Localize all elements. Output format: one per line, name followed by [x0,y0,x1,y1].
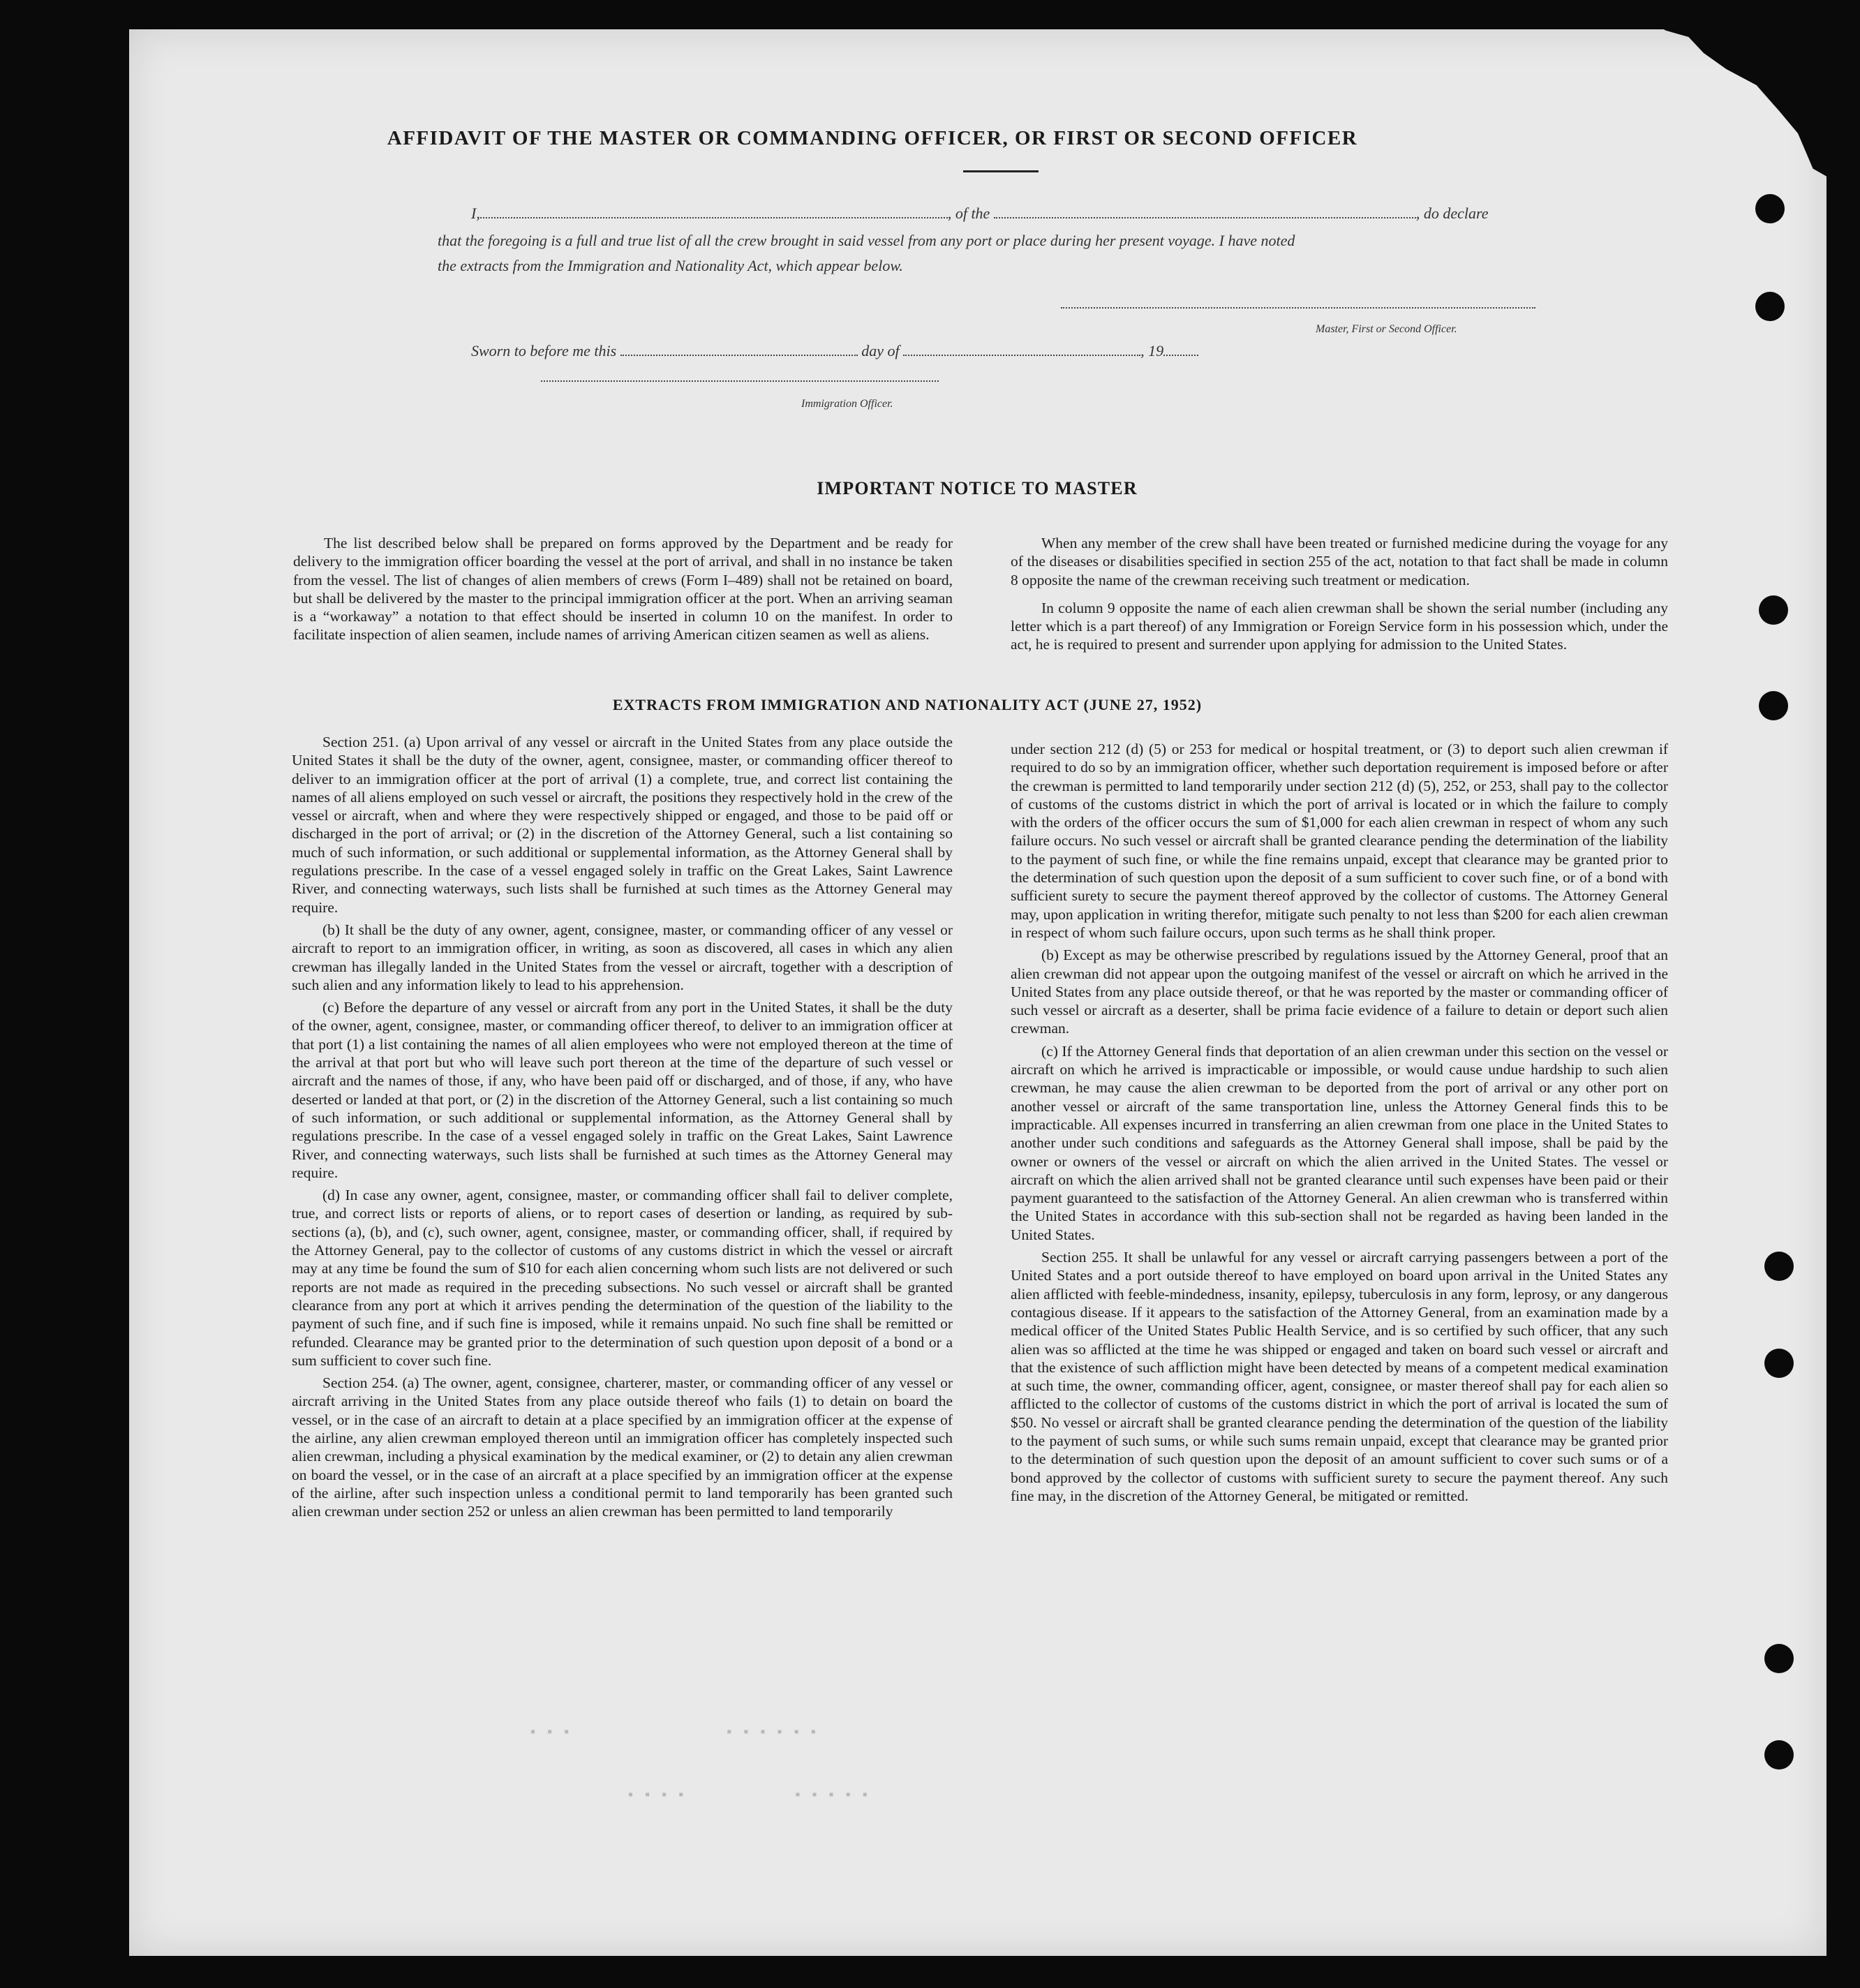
notice-right-column [1011,534,1668,658]
day-of-label: day of [861,342,900,359]
affidavit-line1 [471,205,1532,223]
declarant-name-field[interactable] [480,217,948,218]
extracts-right-column [1011,740,1668,1509]
punch-hole [1764,1644,1794,1673]
notice-heading: IMPORTANT NOTICE TO MASTER [817,478,1138,498]
bleed-through-marks: ▪ ▪ ▪ ▪ ▪ ▪ ▪ ▪ ▪ [530,1724,820,1740]
year-label: , 19 [1140,342,1164,359]
vessel-name-field[interactable] [994,217,1416,218]
declarant-prefix: I, [471,205,480,222]
master-caption: Master, First or Second Officer. [1316,323,1457,335]
sworn-year-field[interactable] [1163,355,1198,356]
punch-hole [1759,691,1788,720]
notice-right-paragraph-1: When any member of the crew shall have been treated or furnished medicine during the voyage for any of the diseases or disabilities specified in section 255 of the act, notation to that fact shall be made in column 8 opposite the name of the crewman receiving such treatment or medication. [1011,535,1668,588]
section-251-d: (d) In case any owner, agent, consignee, master, or commanding officer shall fail to deliver complete, true, and correct lists or reports of aliens, or to report cases of desertion or landing, as required by sub-sections (a), (b), and (c), such owner, agent, consignee, master, or commanding officer, shall, if required by the Attorney General, pay to the collector of customs of any customs district in which the vessel or aircraft may at any time be found the sum of $10 for each alien concerning whom such lists are not delivered or such reports are not made as required in the preceding subsections. No such vessel or aircraft shall be granted clearance from any port at which it arrives pending the determination of the question of the liability to the payment of such fine, and if such fine is imposed, while it remains unpaid. No such fine shall be remitted or refunded. Clearance may be granted prior to the determination of such question upon deposit of a bond or a sum sufficient to cover such fine. [292,1187,953,1369]
section-251-c: (c) Before the departure of any vessel or aircraft from any port in the United States, it shall be the duty of the owner, agent, consignee, master, or commanding officer thereof, to deliver to an immigration officer at that port (1) a list containing the names of all alien employees who were not employed thereon at the time of the arrival at that port but who will leave such port thereon at the time of the departure of such vessel or aircraft and the names of those, if any, who have been paid off or discharged, and of those, if any, who have deserted or landed at that port, or (2) in the discretion of the Attorney General, such a list containing so much of such information, or such additional or supplemental information, as the Attorney General shall by regulations prescribe. In the case of a vessel engaged solely in traffic on the Great Lakes, Saint Lawrence River, and connecting waterways, such lists shall be furnished at such times as the Attorney General may require. [292,999,953,1181]
master-signature-field[interactable] [1061,307,1535,309]
punch-hole [1764,1349,1794,1378]
section-254-b: (b) Except as may be otherwise prescribed by regulations issued by the Attorney General, proof that an alien crewman did not appear upon the outgoing manifest of the vessel or aircraft on which he arrived in the United States from any place outside thereof, or that he was reported by the master or commanding officer of such vessel or aircraft as a deserter, shall be prima facie evidence of a failure to detain or deport such alien crewman. [1011,947,1668,1037]
section-255: Section 255. It shall be unlawful for any vessel or aircraft carrying passengers between a port of the United States and a port outside thereof to have employed on board upon arrival in the United States any alien afflicted with feeble-mindedness, insanity, epilepsy, tuberculosis in any form, leprosy, or any dangerous contagious disease. If it appears to the satisfaction of the Attorney General, from an examination made by a medical officer of the United States Public Health Service, and is so certified by such officer, that any such alien was so afflicted at the time he was shipped or engaged and taken on board such vessel or aircraft and that the existence of such affliction might have been detected by means of a competent medical examination at such time, the owner, commanding officer, agent, consignee, or master thereof shall pay for each alien so afflicted to the collector of customs of the customs district in which the port of arrival is located the sum of $50. No vessel or aircraft shall be granted clearance pending the determination of the question of the liability to the payment of such sums, or while such sums remain unpaid, except that clearance may be granted prior to the determination of such question upon the deposit of an amount sufficient to cover such sums or of a bond approved by the collector of customs with sufficient surety to secure the payment thereof. Any such fine may, in the discretion of the Attorney General, be mitigated or remitted. [1011,1249,1668,1504]
section-251-a: Section 251. (a) Upon arrival of any vessel or aircraft in the United States from any place outside the United States it shall be the duty of the owner, agent, consignee, master, or commanding officer thereof to deliver to an immigration officer at the port of arrival (1) a complete, true, and correct list containing the names of all aliens employed on such vessel or aircraft, the positions they respectively hold in the crew of the vessel or aircraft, when and where they were respectively shipped or engaged, and those to be paid off or discharged in the port of arrival; or (2) in the discretion of the Attorney General, such a list containing so much of such information, or such additional or supplemental information, as the Attorney General shall by regulations prescribe. In the case of a vessel engaged solely in traffic on the Great Lakes, Saint Lawrence River, and connecting waterways, such lists shall be furnished at such times as the Attorney General may require. [292,734,953,916]
declare-suffix: , do declare [1415,205,1489,222]
punch-hole [1764,1740,1794,1770]
affidavit-title: AFFIDAVIT OF THE MASTER OR COMMANDING OFFICER, OR FIRST OR SECOND OFFICER [387,127,1358,149]
section-254-a: Section 254. (a) The owner, agent, consignee, charterer, master, or commanding officer of any vessel or aircraft arriving in the United States from any place outside thereof who fails (1) to detain on board the vessel, or in the case of an aircraft to detain at a place specified by an immigration officer at the expense of the airline, any alien crewman employed thereon until an immigration officer has completely inspected such alien crewman, including a physical examination by the medical examiner, or (2) to detain any alien crewman on board the vessel, or in the case of an aircraft at a place specified by an immigration officer at the expense of the airline, after such inspection unless a conditional permit to land temporarily has been granted such alien crewman under section 252 or unless an alien crewman has been permitted to land temporarily [292,1374,953,1520]
title-rule [963,170,1039,172]
affidavit-line2: that the foregoing is a full and true list of all the crew brought in said vessel from any port or place during her present voyage. I have noted [438,232,1295,249]
sworn-day-field[interactable] [620,355,858,356]
extracts-heading: EXTRACTS FROM IMMIGRATION AND NATIONALITY ACT (JUNE 27, 1952) [612,696,1203,713]
extracts-left-column [292,733,953,1525]
section-251-b: (b) It shall be the duty of any owner, agent, consignee, master, or commanding officer of any vessel or aircraft to report to an immigration officer, in writing, as soon as discovered, all cases in which any alien crewman has illegally landed in the United States from the vessel or aircraft, together with a description of such alien and any information likely to lead to his apprehension. [292,921,953,993]
notice-right-paragraph-2: In column 9 opposite the name of each alien crewman shall be shown the serial number (including any letter which is a part thereof) of any Immigration or Foreign Service form in his possession which, under the act, he is required to present and surrender upon applying for admission to the United States. [1011,599,1668,653]
section-254-a-continued: under section 212 (d) (5) or 253 for medical or hospital treatment, or (3) to deport such alien crewman if required to do so by an immigration officer, whether such deportation requirement is imposed before or after the crewman is permitted to land temporarily under section 212 (d) (5), 252, or 253, shall pay to the collector of customs of the customs district in which the port of arrival is located or in which the failure to comply with the orders of the officer occurs the sum of $1,000 for each alien crewman in respect of whom any such failure occurs. No such vessel or aircraft shall be granted clearance pending the determination of the liability to the payment of such fine, or while the fine remains unpaid, except that clearance may be granted prior to the determination of such question upon the deposit of a sum sufficient to cover such fine, or of a bond with sufficient surety to secure the payment thereof approved by the collector of customs. The Attorney General may, upon application in writing therefor, mitigate such penalty to not less than $200 for each alien crewman in respect of whom such failure occurs, upon such terms as he shall think proper. [1011,741,1668,941]
bleed-through-marks: ▪ ▪ ▪ ▪ ▪ ▪ ▪ ▪ ▪ [628,1787,872,1802]
vessel-prefix: , of the [947,205,990,222]
officer-caption: Immigration Officer. [801,398,893,410]
punch-hole [1764,1252,1794,1281]
sworn-label: Sworn to before me this [471,342,617,359]
punch-hole [1755,292,1785,321]
punch-hole [1759,595,1788,625]
section-254-c: (c) If the Attorney General finds that deportation of an alien crewman under this section on the vessel or aircraft on which he arrived is impracticable or impossible, or would cause undue hardship to such alien crewman, he may cause the alien crewman to be deported from the port of arrival or any other port on another vessel or aircraft of the same transportation line, unless the Attorney General finds this to be impracticable. All expenses incurred in transferring an alien crewman from one place in the United States to another under such conditions and safeguards as the Attorney General shall impose, shall be paid by the owner or owners of the vessel or aircraft on which the alien arrived in the United States. The vessel or aircraft on which the alien arrived shall not be granted clearance until such expenses have been paid or their payment guaranteed to the satisfaction of the Attorney General. An alien crewman who is transferred within the United States in accordance with this sub-section shall not be regarded as having been landed in the United States. [1011,1042,1668,1243]
sworn-month-field[interactable] [903,355,1140,356]
notice-left-column [293,534,953,648]
affidavit-line3: the extracts from the Immigration and Nationality Act, which appear below. [438,257,903,274]
sworn-line [471,342,1309,360]
notice-left-paragraph: The list described below shall be prepared on forms approved by the Department and be ready for delivery to the immigration officer boarding the vessel at the port of arrival, and shall in no instance be taken from the vessel. The list of changes of alien members of crews (Form I–489) shall not be retained on board, but shall be delivered by the master to the principal immigration officer at the port. When an arriving seaman is a “workaway” a notation to that effect should be inserted in column 10 on the manifest. In order to facilitate inspection of alien seamen, include names of arriving American citizen seamen as well as aliens. [293,535,953,644]
punch-hole [1755,194,1785,223]
immigration-officer-signature-field[interactable] [541,380,939,382]
